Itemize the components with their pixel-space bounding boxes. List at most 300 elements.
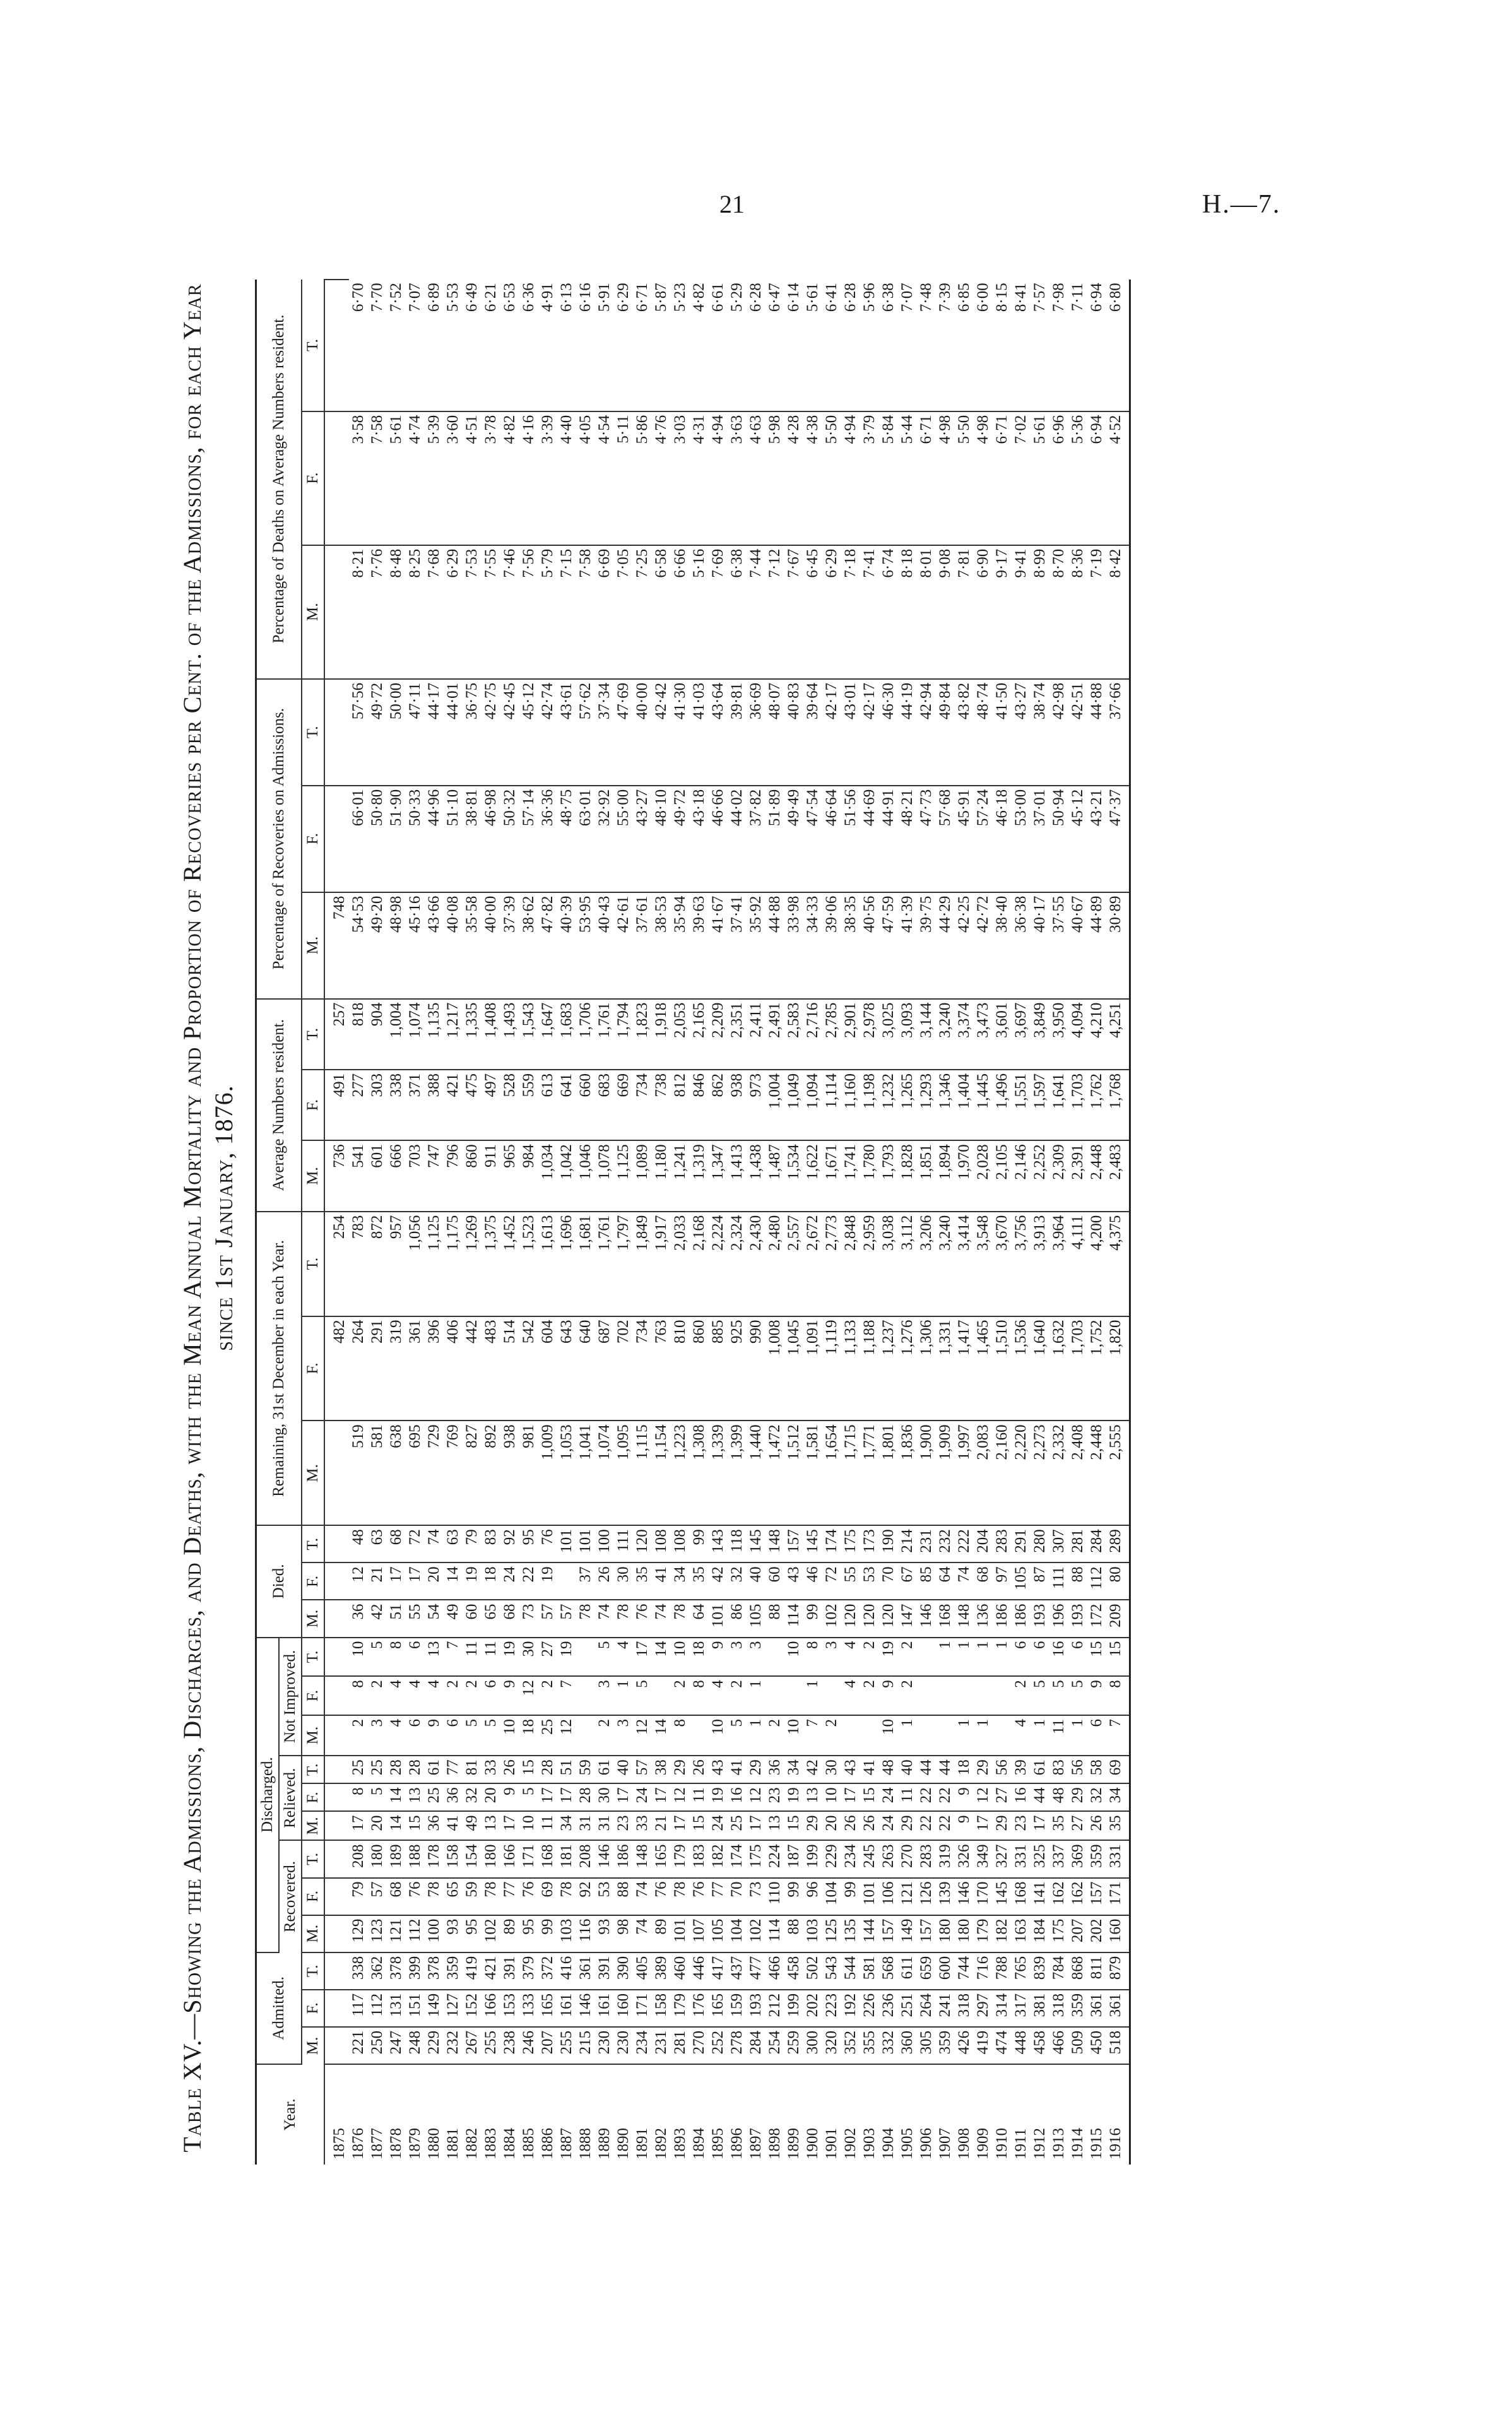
table-cell: 40 bbox=[614, 1756, 633, 1783]
table-cell: 99 bbox=[803, 1600, 822, 1637]
year-value: 1894 bbox=[690, 2128, 707, 2159]
table-cell: 51 bbox=[387, 1600, 406, 1637]
header-year: Year. bbox=[256, 2064, 325, 2165]
table-cell: 11 bbox=[898, 1783, 917, 1811]
table-cell: 162 bbox=[1049, 1878, 1068, 1915]
table-cell: 7·76 bbox=[368, 545, 387, 679]
table-cell: 38 bbox=[652, 1756, 671, 1783]
table-cell: 8·36 bbox=[1068, 545, 1087, 679]
table-cell: 42·74 bbox=[538, 679, 557, 786]
table-cell: 1,647 bbox=[538, 999, 557, 1070]
year-cell bbox=[1087, 2064, 1106, 2165]
table-cell: 44·96 bbox=[425, 786, 444, 892]
table-row bbox=[822, 271, 841, 2165]
table-cell: 28 bbox=[538, 1756, 557, 1783]
year-value: 1907 bbox=[936, 2128, 954, 2159]
table-cell: 683 bbox=[595, 1070, 614, 1140]
table-cell: 7 bbox=[444, 1638, 463, 1677]
year-value: 1902 bbox=[842, 2128, 859, 2159]
table-cell: 50·80 bbox=[368, 786, 387, 892]
table-cell: 4·82 bbox=[690, 280, 709, 411]
year-value: 1914 bbox=[1069, 2128, 1086, 2159]
table-cell: 3,473 bbox=[974, 999, 993, 1070]
table-cell: 1,797 bbox=[614, 1212, 633, 1316]
table-row bbox=[955, 271, 974, 2165]
table-cell: 165 bbox=[652, 1840, 671, 1877]
table-cell: 151 bbox=[406, 1990, 425, 2027]
table-cell: 6·69 bbox=[595, 545, 614, 679]
table-cell: 158 bbox=[652, 1990, 671, 2027]
table-cell: 4 bbox=[614, 1638, 633, 1677]
subheader-average-m: M. bbox=[302, 1140, 324, 1211]
table-cell: 1,135 bbox=[425, 999, 444, 1070]
table-cell: 349 bbox=[974, 1840, 993, 1877]
table-cell: 3,144 bbox=[917, 999, 936, 1070]
table-cell: 264 bbox=[917, 1990, 936, 2027]
table-cell: 30·89 bbox=[1106, 892, 1130, 999]
table-cell: 46 bbox=[803, 1562, 822, 1600]
table-cell: 76 bbox=[519, 1878, 538, 1915]
table-cell: 136 bbox=[974, 1600, 993, 1637]
table-cell: 8 bbox=[803, 1638, 822, 1677]
table-cell: 36 bbox=[349, 1600, 368, 1637]
year-cell bbox=[1031, 2064, 1049, 2165]
table-cell: 50·32 bbox=[500, 786, 519, 892]
table-cell: 1,223 bbox=[671, 1421, 690, 1525]
table-cell: 42 bbox=[803, 1756, 822, 1783]
table-cell: 1,909 bbox=[936, 1421, 955, 1525]
table-cell: 193 bbox=[747, 1990, 765, 2027]
table-cell: 57·24 bbox=[974, 786, 993, 892]
table-cell: 2,324 bbox=[728, 1212, 747, 1316]
table-cell: 107 bbox=[690, 1915, 709, 1952]
table-cell: 165 bbox=[538, 1990, 557, 2027]
table-cell: 3 bbox=[728, 1638, 747, 1677]
table-cell: 43·01 bbox=[841, 679, 860, 786]
table-cell: 41·39 bbox=[898, 892, 917, 999]
table-cell: 42·51 bbox=[1068, 679, 1087, 786]
table-cell: 6·71 bbox=[917, 411, 936, 545]
subheader-average-t: T. bbox=[302, 999, 324, 1070]
table-cell: 1,045 bbox=[784, 1316, 803, 1421]
table-cell: 729 bbox=[425, 1421, 444, 1525]
table-cell: 13 bbox=[765, 1812, 784, 1841]
table-title: Table XV.—Showing the Admissions, Discharges, and Deaths, with the Mean Annual Mortality and Proportion of Recoveries per Cent. of the Admissions, for each Year since 1st January, 1876. bbox=[178, 283, 238, 2153]
table-cell: 1,696 bbox=[557, 1212, 576, 1316]
table-cell: 68 bbox=[974, 1562, 993, 1600]
table-cell: 3 bbox=[747, 1638, 765, 1677]
year-cell bbox=[690, 2064, 709, 2165]
table-cell: 26 bbox=[690, 1756, 709, 1783]
table-cell: 5·44 bbox=[898, 411, 917, 545]
table-cell: 53·95 bbox=[576, 892, 595, 999]
table-cell: 769 bbox=[444, 1421, 463, 1525]
table-cell: 474 bbox=[993, 2027, 1012, 2064]
table-cell: 38·74 bbox=[1031, 679, 1049, 786]
table-cell: 18 bbox=[955, 1756, 974, 1783]
table-cell: 20 bbox=[368, 1812, 387, 1841]
table-cell: 359 bbox=[936, 2027, 955, 2064]
table-cell: 89 bbox=[500, 1915, 519, 1952]
table-cell: 9·41 bbox=[1012, 545, 1031, 679]
table-cell: 145 bbox=[993, 1878, 1012, 1915]
table-cell: 148 bbox=[765, 1525, 784, 1562]
table-cell: 3,038 bbox=[879, 1212, 898, 1316]
table-cell: 613 bbox=[538, 1070, 557, 1140]
table-cell: 259 bbox=[784, 2027, 803, 2064]
table-cell: 1,551 bbox=[1012, 1070, 1031, 1140]
table-cell: 121 bbox=[898, 1878, 917, 1915]
table-cell: 49·49 bbox=[784, 786, 803, 892]
table-cell: 669 bbox=[614, 1070, 633, 1140]
table-cell: 179 bbox=[974, 1915, 993, 1952]
header-percentage-recoveries: Percentage of Recoveries on Admissions. bbox=[256, 679, 302, 999]
year-cell bbox=[444, 2064, 463, 2165]
table-cell: 2,483 bbox=[1106, 1140, 1130, 1211]
table-cell bbox=[324, 280, 349, 411]
table-cell: 448 bbox=[1012, 2027, 1031, 2064]
table-cell: 280 bbox=[1031, 1525, 1049, 1562]
table-cell: 8·18 bbox=[898, 545, 917, 679]
table-cell: 157 bbox=[784, 1525, 803, 1562]
table-cell: 146 bbox=[955, 1878, 974, 1915]
header-remaining: Remaining, 31st December in each Year. bbox=[256, 1212, 302, 1526]
table-cell: 1 bbox=[936, 1638, 955, 1677]
table-cell: 80 bbox=[1106, 1562, 1130, 1600]
table-cell: 73 bbox=[747, 1878, 765, 1915]
table-cell: 2,848 bbox=[841, 1212, 860, 1316]
table-cell: 1,241 bbox=[671, 1140, 690, 1211]
table-cell: 372 bbox=[538, 1952, 557, 1990]
table-cell bbox=[324, 1562, 349, 1600]
table-cell: 44·29 bbox=[936, 892, 955, 999]
table-cell: 178 bbox=[425, 1840, 444, 1877]
year-cell bbox=[747, 2064, 765, 2165]
table-cell: 17 bbox=[406, 1562, 425, 1600]
table-cell: 56 bbox=[993, 1756, 1012, 1783]
table-cell: 659 bbox=[917, 1952, 936, 1990]
table-cell: 2,785 bbox=[822, 999, 841, 1070]
table-cell: 21 bbox=[652, 1812, 671, 1841]
year-cell bbox=[955, 2064, 974, 2165]
year-cell bbox=[387, 2064, 406, 2165]
table-cell: 223 bbox=[822, 1990, 841, 2027]
table-cell: 3,025 bbox=[879, 999, 898, 1070]
table-cell: 112 bbox=[406, 1915, 425, 1952]
table-cell: 3·63 bbox=[728, 411, 747, 545]
table-cell: 3·78 bbox=[481, 411, 500, 545]
table-cell: 37·55 bbox=[1049, 892, 1068, 999]
table-cell: 482 bbox=[324, 1316, 349, 1421]
table-cell: 810 bbox=[671, 1316, 690, 1421]
header-not-improved: Not Improved. bbox=[279, 1638, 302, 1756]
table-cell: 3·79 bbox=[860, 411, 879, 545]
year-value: 1911 bbox=[1012, 2128, 1029, 2159]
table-cell: 22 bbox=[917, 1812, 936, 1841]
table-cell: 7·53 bbox=[463, 545, 481, 679]
table-cell: 45·91 bbox=[955, 786, 974, 892]
table-cell: 101 bbox=[557, 1525, 576, 1562]
table-cell: 7·67 bbox=[784, 545, 803, 679]
subheader-pct-recoveries-m: M. bbox=[302, 892, 324, 999]
table-row bbox=[993, 271, 1012, 2165]
table-cell: 125 bbox=[822, 1915, 841, 1952]
table-cell: 44·01 bbox=[444, 679, 463, 786]
table-cell: 231 bbox=[652, 2027, 671, 2064]
table-cell: 27 bbox=[538, 1638, 557, 1677]
table-cell: 6 bbox=[1031, 1638, 1049, 1677]
table-cell: 1,820 bbox=[1106, 1316, 1130, 1421]
year-cell bbox=[633, 2064, 652, 2165]
table-cell: 8 bbox=[349, 1783, 368, 1811]
table-cell: 86 bbox=[728, 1600, 747, 1637]
table-cell: 63·01 bbox=[576, 786, 595, 892]
table-cell bbox=[822, 1676, 841, 1715]
table-cell: 208 bbox=[576, 1840, 595, 1877]
table-cell: 36 bbox=[444, 1783, 463, 1811]
table-cell: 6·70 bbox=[349, 280, 368, 411]
subheader-recovered-t: T. bbox=[302, 1840, 324, 1877]
table-cell: 42 bbox=[709, 1562, 728, 1600]
table-cell: 359 bbox=[1068, 1990, 1087, 2027]
table-cell: 559 bbox=[519, 1070, 538, 1140]
table-cell: 17 bbox=[538, 1783, 557, 1811]
table-cell: 35 bbox=[1106, 1812, 1130, 1841]
table-cell: 101 bbox=[709, 1600, 728, 1637]
table-cell: 39·64 bbox=[803, 679, 822, 786]
table-cell: 31 bbox=[576, 1812, 595, 1841]
table-cell: 1,487 bbox=[765, 1140, 784, 1211]
table-cell: 48·98 bbox=[387, 892, 406, 999]
table-cell: 95 bbox=[519, 1525, 538, 1562]
subheader-admitted-f: F. bbox=[302, 1990, 324, 2027]
table-cell bbox=[324, 1638, 349, 1677]
table-cell: 7·58 bbox=[576, 545, 595, 679]
year-cell bbox=[898, 2064, 917, 2165]
table-cell bbox=[324, 1525, 349, 1562]
table-cell: 437 bbox=[728, 1952, 747, 1990]
year-cell bbox=[709, 2064, 728, 2165]
table-cell: 40·00 bbox=[481, 892, 500, 999]
table-cell: 2,773 bbox=[822, 1212, 841, 1316]
table-cell: 24 bbox=[879, 1783, 898, 1811]
table-cell: 291 bbox=[1012, 1525, 1031, 1562]
table-cell: 12 bbox=[349, 1562, 368, 1600]
table-cell bbox=[324, 1812, 349, 1841]
year-value: 1890 bbox=[615, 2128, 632, 2159]
table-cell: 141 bbox=[1031, 1878, 1049, 1915]
table-cell: 1,217 bbox=[444, 999, 463, 1070]
table-cell: 29 bbox=[1068, 1783, 1087, 1811]
table-cell: 1,836 bbox=[898, 1421, 917, 1525]
year-value: 1878 bbox=[387, 2128, 405, 2159]
table-cell: 72 bbox=[822, 1562, 841, 1600]
table-cell: 234 bbox=[633, 2027, 652, 2064]
table-cell: 270 bbox=[898, 1840, 917, 1877]
table-cell: 6·00 bbox=[974, 280, 993, 411]
table-cell: 103 bbox=[803, 1915, 822, 1952]
table-cell: 703 bbox=[406, 1140, 425, 1211]
year-value: 1881 bbox=[444, 2128, 461, 2159]
table-cell: 6·53 bbox=[500, 280, 519, 411]
table-cell: 44·89 bbox=[1087, 892, 1106, 999]
table-cell: 9 bbox=[879, 1676, 898, 1715]
table-cell: 528 bbox=[500, 1070, 519, 1140]
table-cell: 112 bbox=[368, 1990, 387, 2027]
table-cell: 4,210 bbox=[1087, 999, 1106, 1070]
table-cell: 241 bbox=[936, 1990, 955, 2027]
table-cell: 3·03 bbox=[671, 411, 690, 545]
table-cell: 7·56 bbox=[519, 545, 538, 679]
table-cell: 72 bbox=[406, 1525, 425, 1562]
table-cell: 419 bbox=[974, 2027, 993, 2064]
table-cell: 186 bbox=[1012, 1600, 1031, 1637]
table-cell: 30 bbox=[614, 1562, 633, 1600]
year-cell bbox=[500, 2064, 519, 2165]
table-cell: 4 bbox=[841, 1676, 860, 1715]
table-cell: 4 bbox=[1012, 1715, 1031, 1756]
table-cell: 2,028 bbox=[974, 1140, 993, 1211]
table-cell: 14 bbox=[444, 1562, 463, 1600]
table-cell: 28 bbox=[387, 1756, 406, 1783]
table-cell: 601 bbox=[368, 1140, 387, 1211]
table-cell: 361 bbox=[1106, 1990, 1130, 2027]
table-cell: 48·10 bbox=[652, 786, 671, 892]
table-cell: 111 bbox=[1049, 1562, 1068, 1600]
statistics-table bbox=[255, 271, 1131, 2165]
table-cell: 1,654 bbox=[822, 1421, 841, 1525]
year-value: 1888 bbox=[577, 2128, 594, 2159]
year-cell bbox=[993, 2064, 1012, 2165]
table-cell: 332 bbox=[879, 2027, 898, 2064]
table-cell: 734 bbox=[633, 1316, 652, 1421]
table-cell: 458 bbox=[1031, 2027, 1049, 2064]
table-cell: 176 bbox=[690, 1990, 709, 2027]
table-cell: 5·29 bbox=[728, 280, 747, 411]
table-cell: 100 bbox=[425, 1915, 444, 1952]
table-cell: 1,917 bbox=[652, 1212, 671, 1316]
table-cell: 36·75 bbox=[463, 679, 481, 786]
table-cell: 1,496 bbox=[993, 1070, 1012, 1140]
table-cell: 5·53 bbox=[444, 280, 463, 411]
table-cell: 44·88 bbox=[1087, 679, 1106, 786]
table-cell: 187 bbox=[784, 1840, 803, 1877]
table-cell: 1 bbox=[974, 1715, 993, 1756]
table-cell bbox=[324, 1990, 349, 2027]
table-cell: 180 bbox=[368, 1840, 387, 1877]
table-cell: 3,548 bbox=[974, 1212, 993, 1316]
table-cell: 5 bbox=[1068, 1676, 1087, 1715]
table-cell: 3 bbox=[595, 1676, 614, 1715]
table-cell: 1,346 bbox=[936, 1070, 955, 1140]
table-cell: 50·94 bbox=[1049, 786, 1068, 892]
year-value: 1893 bbox=[671, 2128, 688, 2159]
table-cell: 99 bbox=[538, 1915, 557, 1952]
table-cell: 1,761 bbox=[595, 1212, 614, 1316]
table-cell: 327 bbox=[993, 1840, 1012, 1877]
table-cell: 42·42 bbox=[652, 679, 671, 786]
subheader-died-f: F. bbox=[302, 1562, 324, 1600]
table-cell: 50·00 bbox=[387, 679, 406, 786]
table-cell: 6·71 bbox=[993, 411, 1012, 545]
table-cell: 101 bbox=[860, 1878, 879, 1915]
table-cell: 48 bbox=[349, 1525, 368, 1562]
table-cell: 5 bbox=[368, 1783, 387, 1811]
year-cell bbox=[1012, 2064, 1031, 2165]
table-cell: 37·61 bbox=[633, 892, 652, 999]
table-cell: 396 bbox=[425, 1316, 444, 1421]
table-cell: 1,622 bbox=[803, 1140, 822, 1211]
table-cell: 6 bbox=[1087, 1715, 1106, 1756]
table-cell: 9 bbox=[1087, 1676, 1106, 1715]
table-cell: 6·38 bbox=[728, 545, 747, 679]
table-cell: 35 bbox=[690, 1562, 709, 1600]
table-cell: 4·40 bbox=[557, 411, 576, 545]
table-cell bbox=[993, 1676, 1012, 1715]
table-cell: 57 bbox=[633, 1756, 652, 1783]
table-cell: 157 bbox=[1087, 1878, 1106, 1915]
table-cell: 1,706 bbox=[576, 999, 595, 1070]
year-cell bbox=[425, 2064, 444, 2165]
table-cell: 1,534 bbox=[784, 1140, 803, 1211]
table-cell: 25 bbox=[349, 1756, 368, 1783]
table-cell: 1,004 bbox=[765, 1070, 784, 1140]
table-cell: 1,133 bbox=[841, 1316, 860, 1421]
table-cell: 9 bbox=[500, 1783, 519, 1811]
table-cell: 168 bbox=[1012, 1878, 1031, 1915]
table-cell: 108 bbox=[652, 1525, 671, 1562]
table-cell: 76 bbox=[538, 1525, 557, 1562]
table-cell: 112 bbox=[1087, 1562, 1106, 1600]
table-cell bbox=[576, 1676, 595, 1715]
table-cell: 5 bbox=[633, 1676, 652, 1715]
table-cell: 303 bbox=[368, 1070, 387, 1140]
table-cell: 4·91 bbox=[538, 280, 557, 411]
table-cell: 15 bbox=[406, 1812, 425, 1841]
table-cell: 5·61 bbox=[803, 280, 822, 411]
table-cell: 183 bbox=[690, 1840, 709, 1877]
table-cell: 42·45 bbox=[500, 679, 519, 786]
table-cell: 208 bbox=[349, 1840, 368, 1877]
table-cell bbox=[955, 1676, 974, 1715]
table-cell: 51·56 bbox=[841, 786, 860, 892]
year-cell bbox=[671, 2064, 690, 2165]
table-cell: 611 bbox=[898, 1952, 917, 1990]
table-cell: 3,240 bbox=[936, 999, 955, 1070]
table-cell: 180 bbox=[955, 1915, 974, 1952]
table-cell: 391 bbox=[500, 1952, 519, 1990]
table-cell: 4·82 bbox=[500, 411, 519, 545]
table-cell: 139 bbox=[936, 1878, 955, 1915]
table-cell: 2 bbox=[898, 1638, 917, 1677]
table-cell: 5·50 bbox=[955, 411, 974, 545]
table-cell: 49·84 bbox=[936, 679, 955, 786]
table-cell: 42·72 bbox=[974, 892, 993, 999]
table-cell: 4·31 bbox=[690, 411, 709, 545]
header-discharged: Discharged. bbox=[256, 1638, 280, 1952]
table-cell: 74 bbox=[652, 1600, 671, 1637]
table-cell: 331 bbox=[1106, 1840, 1130, 1877]
table-cell: 763 bbox=[652, 1316, 671, 1421]
table-cell: 49 bbox=[463, 1812, 481, 1841]
table-cell bbox=[917, 1715, 936, 1756]
table-cell: 1 bbox=[955, 1638, 974, 1677]
table-cell: 6·29 bbox=[822, 545, 841, 679]
table-cell: 175 bbox=[841, 1525, 860, 1562]
table-cell: 1,970 bbox=[955, 1140, 974, 1211]
year-value: 1903 bbox=[861, 2128, 878, 2159]
table-cell: 43·18 bbox=[690, 786, 709, 892]
